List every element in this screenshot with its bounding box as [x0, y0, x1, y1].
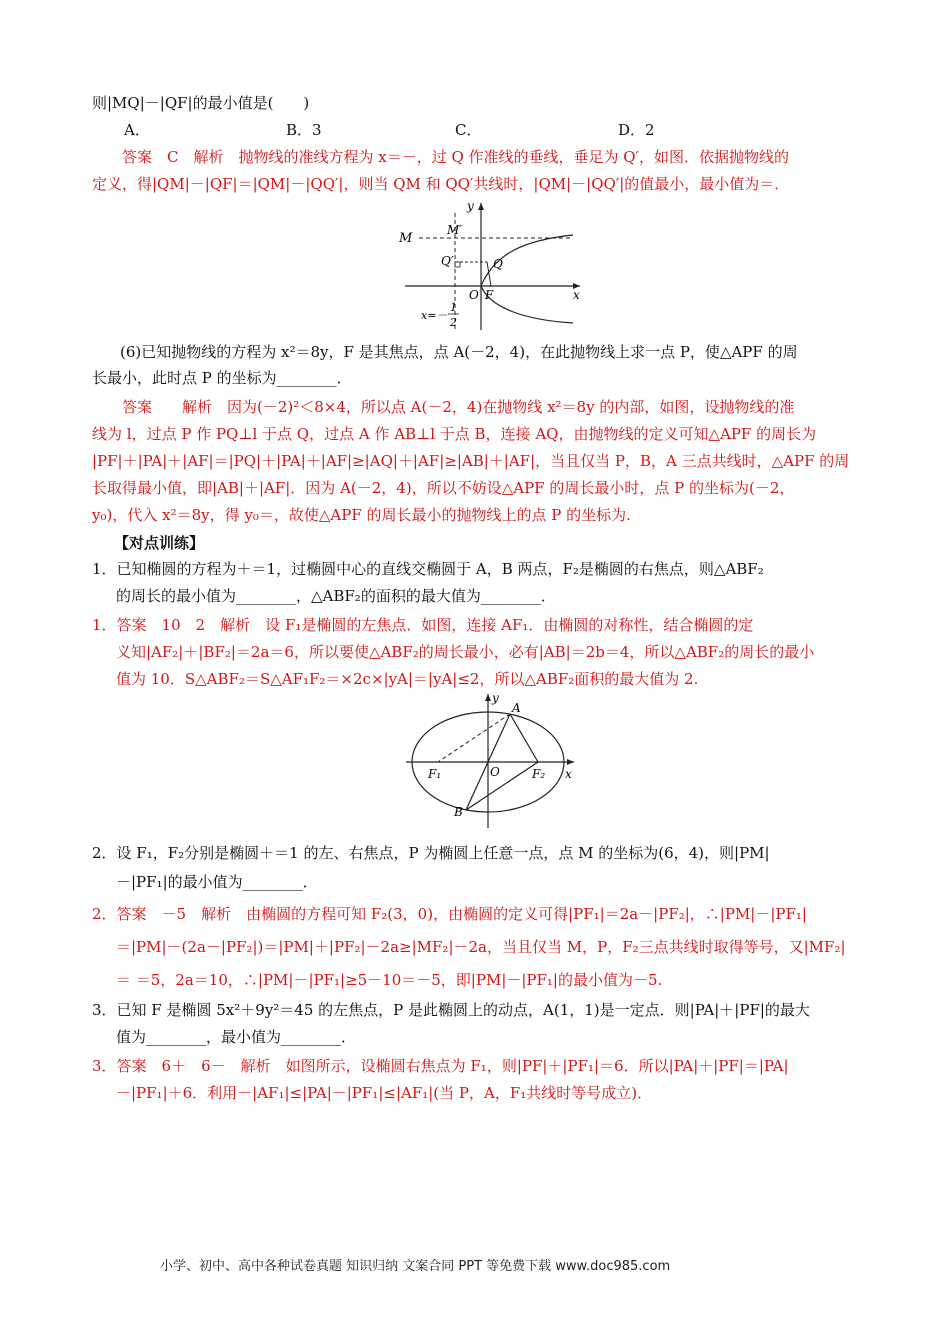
label-M-prime: M′ — [447, 223, 463, 237]
t1-answer-line: 值为 10．S△ABF₂＝S△AF₁F₂＝×2c×|yA|＝|yA|≤2，所以△ABF₂面积的最大值为 2. — [116, 670, 699, 688]
option-b: B．3 — [286, 121, 322, 139]
label-F1: F₁ — [428, 767, 442, 781]
label-y: y — [492, 691, 499, 705]
t3-answer-line: 3．答案 6＋ 6－ 解析 如图所示，设椭圆右焦点为 F₁，则|PF|＋|PF₁|＝6．所以|PA|＋|PF|＝|PA| — [92, 1057, 789, 1075]
option-c: C． — [455, 121, 482, 139]
label-x: x — [573, 288, 580, 302]
label-x: x — [565, 767, 572, 781]
parabola-figure — [395, 198, 585, 333]
label-B: B — [454, 805, 463, 819]
label-F2: F₂ — [532, 767, 546, 781]
q6-answer-line: 长取得最小值，即|AB|＋|AF|．因为 A(－2，4)，所以不妨设△APF 的周长最小时，点 P 的坐标为(－2， — [92, 479, 795, 497]
label-M: M — [399, 231, 413, 246]
q6-stem-line: (6)已知抛物线的方程为 x²＝8y，F 是其焦点，点 A(－2，4)，在此抛物线上求一点 P，使△APF 的周 — [120, 343, 798, 361]
section-title: 【对点训练】 — [114, 534, 205, 552]
t2-stem-line: 2．设 F₁，F₂分别是椭圆＋＝1 的左、右焦点，P 为椭圆上任意一点，点 M 的坐标为(6，4)，则|PM| — [92, 844, 770, 862]
q5-answer-line: 答案 C 解析 抛物线的准线方程为 x＝－，过 Q 作准线的垂线，垂足为 Q′，如图．依据抛物线的 — [122, 148, 790, 166]
af2-line — [510, 714, 538, 762]
t3-stem-line: 3．已知 F 是椭圆 5x²＋9y²＝45 的左焦点，P 是此椭圆上的动点，A(1，1)是一定点．则|PA|＋|PF|的最大 — [92, 1001, 810, 1019]
q6-answer-line: 答案 解析 因为(－2)²＜8×4，所以点 A(－2，4)在抛物线 x²＝8y 的内部，如图，设抛物线的准 — [122, 398, 795, 416]
label-frac-den: 2 — [450, 316, 457, 329]
label-directrix: x=－ — [421, 309, 448, 322]
option-d: D．2 — [618, 121, 655, 139]
t2-answer-line: ＝ ＝5，2a＝10，∴|PM|－|PF₁|≥5－10＝－5，即|PM|－|PF₁|的最小值为－5. — [116, 971, 663, 989]
q6-answer-line: |PF|＋|PA|＋|AF|＝|PQ|＋|PA|＋|AF|≥|AQ|＋|AF|≥|AB|＋|AF|，当且仅当 P，B，A 三点共线时，△APF 的周 — [92, 452, 850, 470]
label-frac-num: 1 — [450, 301, 457, 314]
t1-answer-line: 1．答案 10 2 解析 设 F₁是椭圆的左焦点．如图，连接 AF₁．由椭圆的对称性，结合椭圆的定 — [92, 616, 754, 634]
label-F: F — [485, 288, 494, 302]
option-a: A． — [124, 121, 150, 139]
label-Q-prime: Q′ — [441, 254, 454, 268]
parabola-curve — [481, 235, 573, 323]
q6-answer-line: 线为 l，过点 P 作 PQ⊥l 于点 Q，过点 A 作 AB⊥l 于点 B，连接 AQ，由抛物线的定义可知△APF 的周长为 — [92, 425, 817, 443]
t2-answer-line: ＝|PM|－(2a－|PF₂|)＝|PM|＋|PF₂|－2a≥|MF₂|－2a，当且仅当 M，P，F₂三点共线时取得等号，又|MF₂| — [116, 938, 846, 956]
label-Q: Q — [493, 257, 503, 271]
label-O: O — [490, 765, 500, 779]
label-O: O — [469, 288, 479, 302]
t3-stem-line: 值为________，最小值为________． — [116, 1028, 357, 1046]
t2-answer-line: 2．答案 －5 解析 由椭圆的方程可知 F₂(3，0)，由椭圆的定义可得|PF₁|＝2a－|PF₂|，∴|PM|－|PF₁| — [92, 905, 807, 923]
q5-answer-line: 定义，得|QM|－|QF|＝|QM|－|QQ′|，则当 QM 和 QQ′共线时，|QM|－|QQ′|的值最小，最小值为＝． — [92, 175, 790, 193]
t1-stem-line: 1．已知椭圆的方程为＋＝1，过椭圆中心的直线交椭圆于 A，B 两点，F₂是椭圆的右焦点，则△ABF₂ — [92, 560, 764, 578]
q6-stem-line: 长最小，此时点 P 的坐标为________． — [92, 369, 352, 387]
label-y: y — [467, 199, 474, 213]
q6-answer-line: y₀)，代入 x²＝8y，得 y₀＝，故使△APF 的周长最小的抛物线上的点 P 的坐标为. — [92, 506, 631, 524]
footer-banner: 小学、初中、高中各种试卷真题 知识归纳 文案合同 PPT 等免费下载 www.doc985.com — [160, 1259, 671, 1274]
t1-stem-line: 的周长的最小值为________，△ABF₂的面积的最大值为________． — [116, 587, 556, 605]
q5-stem: 则|MQ|－|QF|的最小值是( ) — [92, 94, 310, 112]
label-A: A — [512, 701, 521, 715]
t2-stem-line: －|PF₁|的最小值为________． — [116, 873, 318, 891]
ellipse-figure — [402, 690, 582, 830]
t1-answer-line: 义知|AF₂|＋|BF₂|＝2a＝6，所以要使△ABF₂的周长最小，必有|AB|＝2b＝4，所以△ABF₂的周长的最小 — [116, 643, 815, 661]
t3-answer-line: －|PF₁|＋6．利用－|AF₁|≤|PA|－|PF₁|≤|AF₁|(当 P，A，F₁共线时等号成立)． — [116, 1084, 653, 1102]
